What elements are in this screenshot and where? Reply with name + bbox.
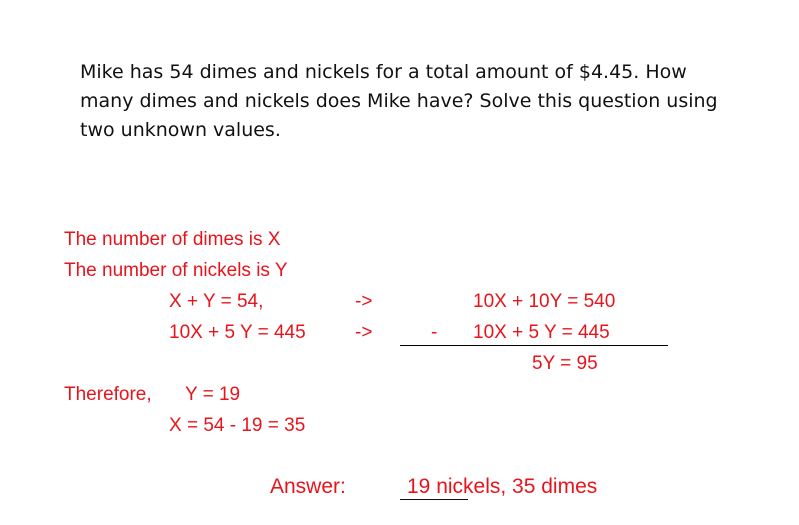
- y-solution: Y = 19: [185, 384, 241, 405]
- x-solution: X = 54 - 19 = 35: [169, 415, 306, 436]
- scaled-equation-1: 10X + 10Y = 540: [473, 291, 616, 312]
- definition-nickels: The number of nickels is Y: [64, 260, 288, 281]
- answer-text: 19 nickels, 35 dimes: [407, 475, 598, 498]
- definition-dimes: The number of dimes is X: [64, 229, 281, 250]
- minus-sign: -: [431, 322, 438, 343]
- arrow-1: ->: [355, 291, 373, 312]
- subtraction-result: 5Y = 95: [532, 353, 598, 374]
- answer-underline: [400, 499, 468, 500]
- subtraction-rule: [400, 345, 668, 346]
- therefore-label: Therefore,: [64, 384, 152, 405]
- answer-label: Answer:: [270, 475, 346, 498]
- equation-sum: X + Y = 54,: [169, 291, 264, 312]
- arrow-2: ->: [355, 322, 373, 343]
- scaled-equation-2: 10X + 5 Y = 445: [473, 322, 610, 343]
- equation-value: 10X + 5 Y = 445: [169, 322, 306, 343]
- problem-statement: Mike has 54 dimes and nickels for a total amount of $4.45. How many dimes and nickels does Mike have? Solve this question using two unknown values.: [80, 61, 718, 141]
